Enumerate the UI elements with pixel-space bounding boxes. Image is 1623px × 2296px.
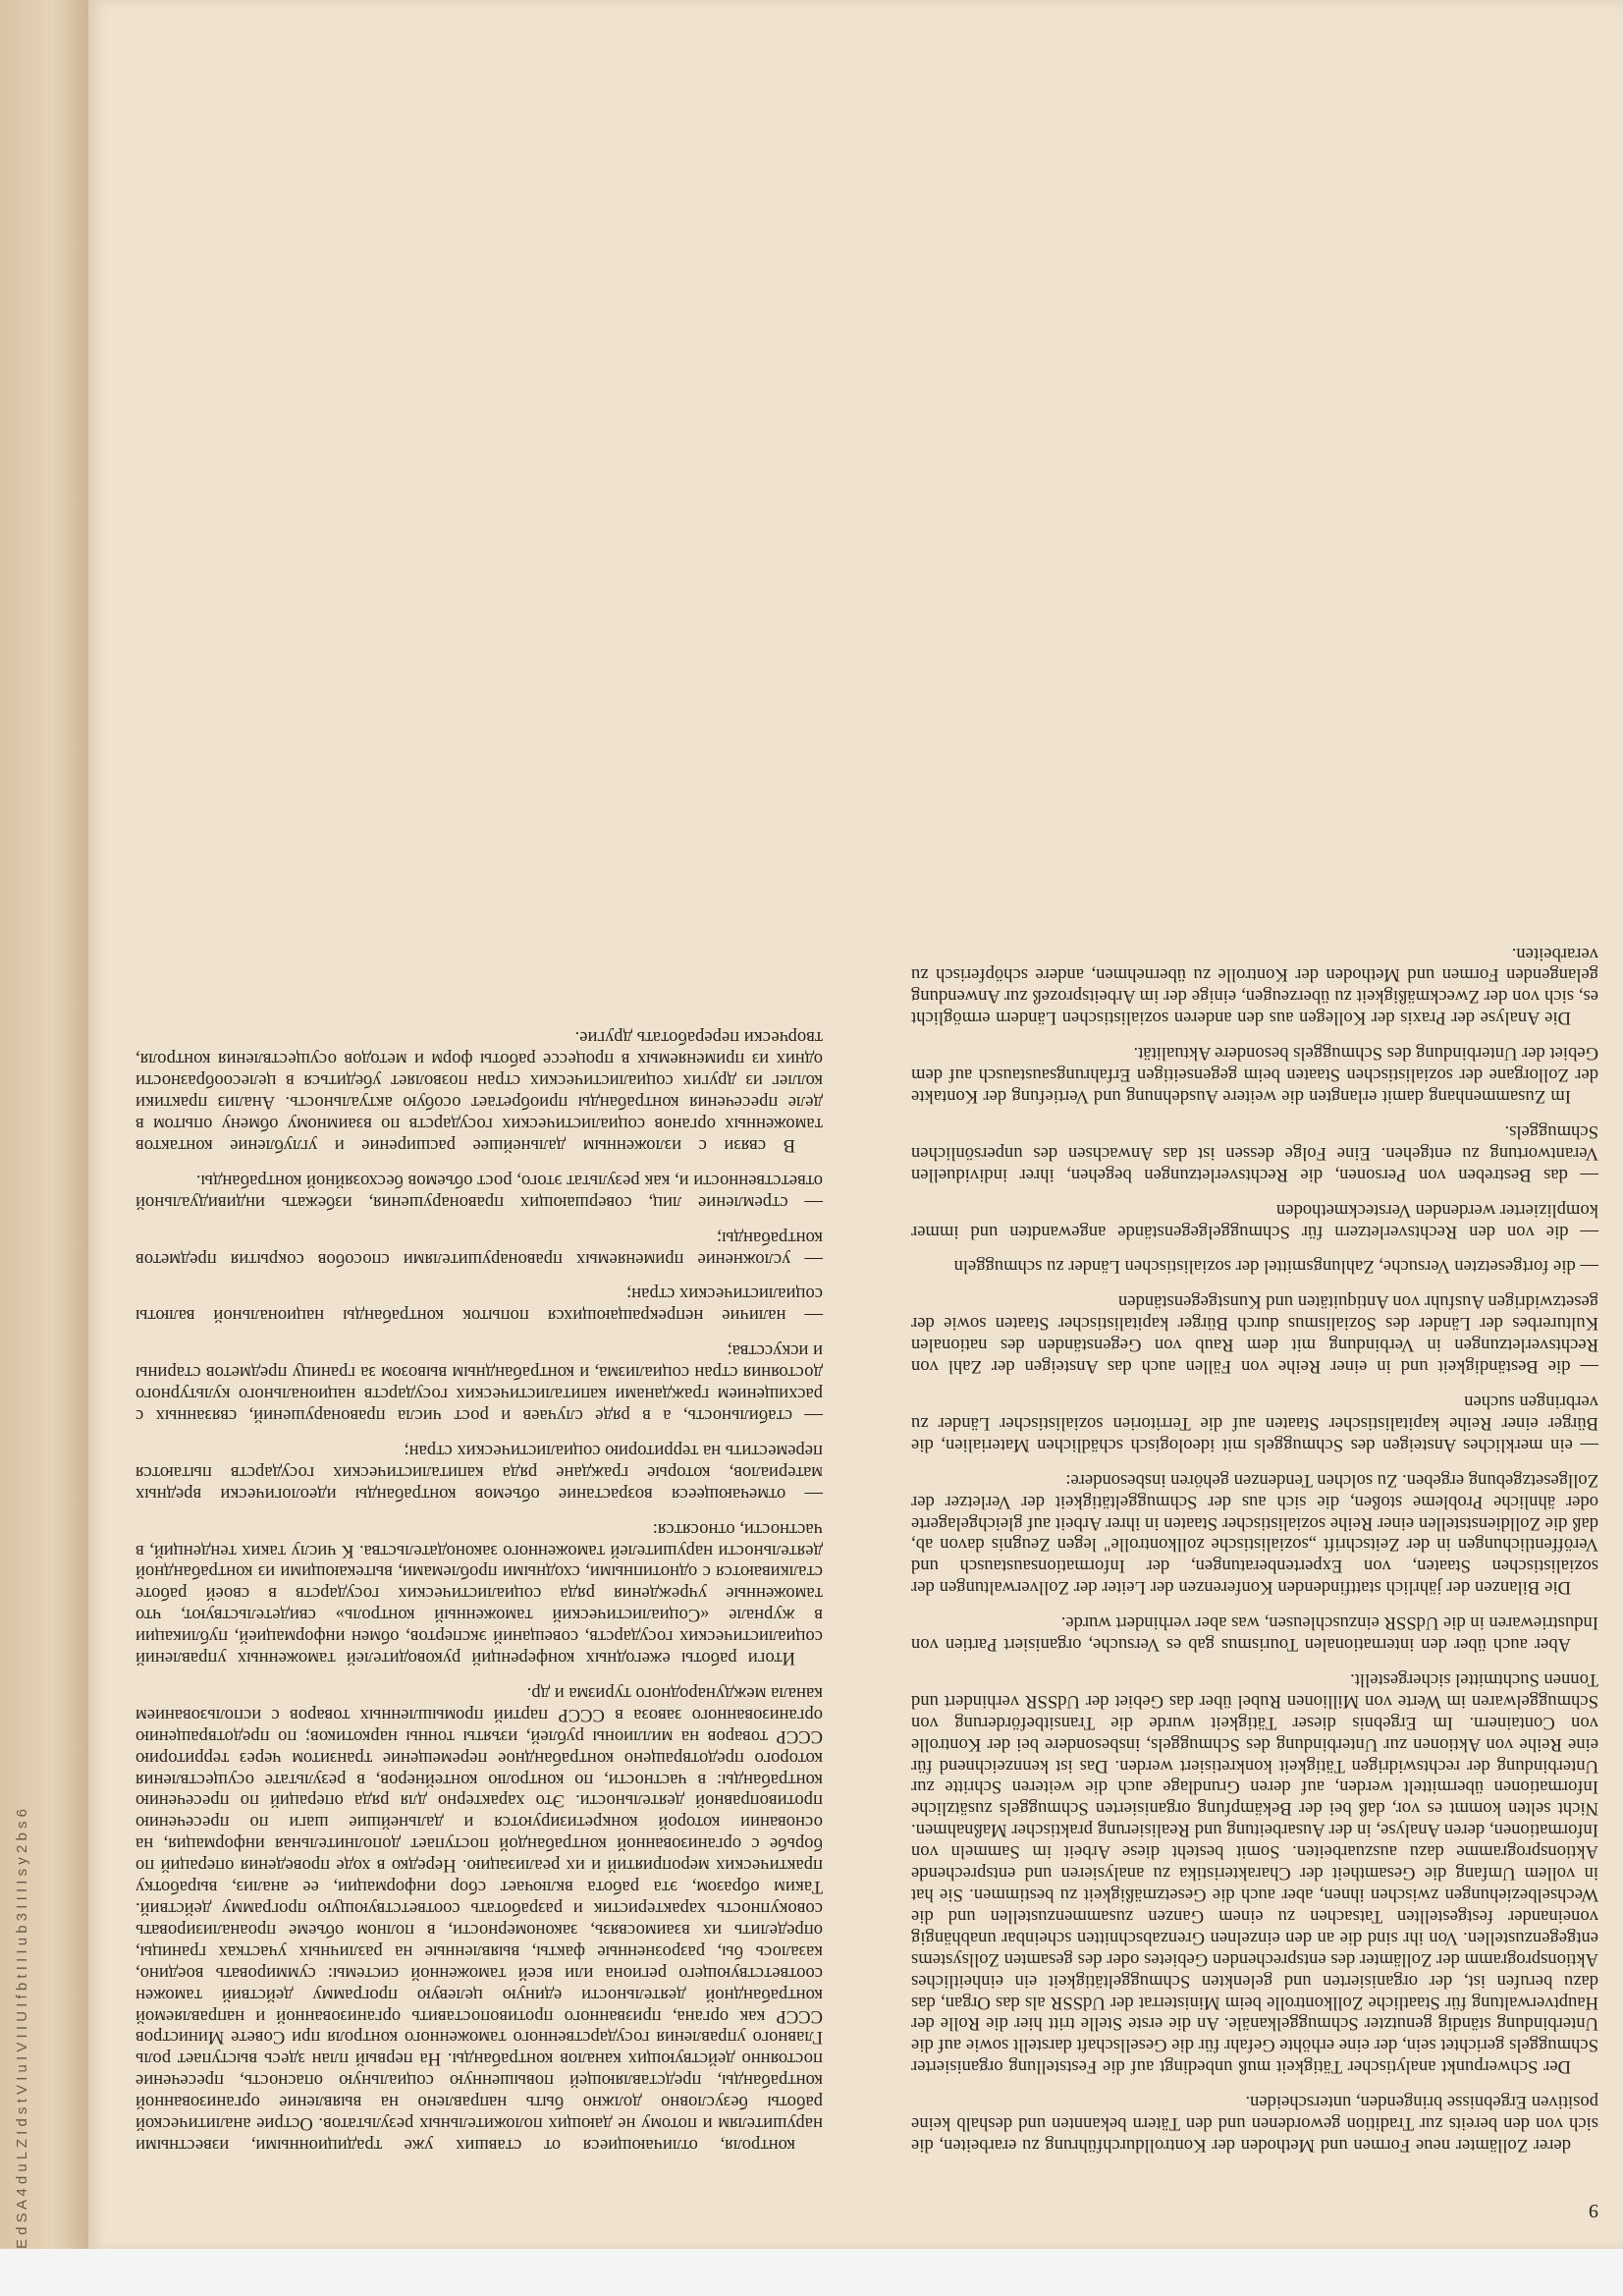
page-number: 9 bbox=[1589, 2200, 1598, 2221]
adjacent-page-edge bbox=[0, 0, 88, 2249]
german-paragraph: Die Analyse der Praxis der Kollegen aus den anderen sozialistischen Ländern ermöglicht es, sich von der Zweckmäßigkeit zu überzeugen, einige der im Arbeitsprozeß zur Anwendung gelangenden Formen und Methoden der Kontrolle zu übernehmen, andere schöpferisch zu verarbeiten. bbox=[911, 943, 1598, 1029]
german-paragraph: Die Bilanzen der jährlich stattfindenden Konferenzen der Leiter der Zollverwaltungen der sozialistischen Staaten, von Expertenberatungen, der Informationsaustausch und Veröffentlichungen in der Zeitschrift „sozialistische zollkontrolle" legen Zeugnis davon ab, daß die Zolldienststellen einer Reihe sozialistischer Staaten in ihrer Arbeit auf gleichgelagerte oder ähnliche Probleme stoßen, die sich aus der Schmuggeltätigkeit der Verletzer der Zollgesetzgebung ergeben. Zu solchen Tendenzen gehören insbesondere: bbox=[911, 1469, 1598, 1599]
german-paragraph: — das Bestreben von Personen, die Rechtsverletzungen begehen, ihrer individuellen Verantwortung zu entgehen. Eine Folge dessen ist das Anwachsen des unpersönlichen Schmuggels. bbox=[911, 1121, 1598, 1185]
german-paragraph: — die von den Rechtsverletzern für Schmuggelgegenstände angewandten und immer komplizierter werdenden Versteckmethoden bbox=[911, 1199, 1598, 1242]
russian-paragraph: — усложнение применяемых правонарушителями способов сокрытия предметов контрабанды; bbox=[135, 1227, 823, 1270]
adjacent-page-text-fragment: E d S A 4 d u L Z I d s t V I u I V I I U I f b t I I I u b 3 I I I I s y 2 b s 6 bbox=[14, 1809, 30, 2249]
russian-paragraph: — стабильность, а в ряде случаев и рост числа правонарушений, связанных с расхищением гражданами капиталистических государств национального культурного достояния стран социализма, и контрабандным вывозом за границу предметов старины и искусства; bbox=[135, 1340, 823, 1426]
rotated-page-content bbox=[88, 0, 1623, 2249]
russian-text-column bbox=[135, 1013, 823, 2157]
scan-margin-bottom bbox=[0, 2249, 1623, 2296]
german-paragraph: derer Zollämter neue Formen und Methoden der Kontrolldurchführung zu erarbeiten, die sich von den bereits zur Tradition gewordenen und den Tätern bekannten und deshalb keine positiven Ergebnisse bringenden, unterscheiden. bbox=[911, 2092, 1598, 2156]
german-paragraph: Aber auch über den internationalen Tourismus gab es Versuche, organisiert Partien von Industriewaren in die UdSSR einzuschleusen, was aber verhindert wurde. bbox=[911, 1613, 1598, 1656]
russian-paragraph: — наличие непрекращающихся попыток контрабанды национальной валюты социалистических стран; bbox=[135, 1284, 823, 1327]
german-paragraph: Im Zusammenhang damit erlangten die weitere Ausdehnung und Vertiefung der Kontakte der Zollorgane der sozialistischen Staaten beim gegenseitigen Erfahrungsaustausch auf dem Gebiet der Unterbindung des Schmuggels besondere Aktualität. bbox=[911, 1043, 1598, 1108]
russian-paragraph: — отмечающееся возрастание объемов контрабанды идеологически вредных материалов, которые граждане ряда капиталистических государств пытаются переместить на территорию социалистических стран; bbox=[135, 1440, 823, 1504]
german-text-column bbox=[911, 929, 1598, 2156]
russian-paragraph: — стремление лиц, совершающих правонарушения, избежать индивидуальной ответственности и, как результат этого, рост объемов бесхозяйной контрабанды. bbox=[135, 1170, 823, 1213]
german-paragraph: — die fortgesetzten Versuche, Zahlungsmittel der sozialistischen Länder zu schmuggeln bbox=[953, 1256, 1598, 1278]
russian-paragraph: контроля, отличающиеся от ставших уже традиционными, известными нарушителям и потому не дающих положительных результатов. Острие аналитической работы безусловно должно быть направлено на выявление организованной контрабанды, представляющей повышенную социальную опасность, пресечение постоянно действующих каналов контрабанды. На первый план здесь выступает роль Главного управления государственного таможенного контроля при Совете Министров СССР как органа, призванного противопоставить организованной и направляемой контрабандной деятельности единую целевую программу действий таможен соответствующего региона или всей таможенной системы: суммировать воедино, казалось бы, разрозненные факты, выявленные на различных участках границы, определить их взаимосвязь, закономерности, в полном объеме проанализировать совокупность характеристик и разработать соответствующую программу действий. Таким образом, эта работа включает сбор информации, ее анализ, выработку практических мероприятий и их реализацию. Нередко в ходе проведения операций по борьбе с организованной контрабандой поступает дополнительная информация, на основании которой конкретизируются и дальнейшие шаги по пресечению противоправной деятельности. Это характерно для ряда операций по пресечению контрабанды: в частности, по контролю контейнеров, в результате осуществления которого предотвращено контрабандное перемещение транзитом через территорию СССР товаров на миллионы рублей, изъяты тонны наркотиков; по предотвращению организованного завоза в СССР партий промышленных товаров с использованием канала международного туризма и др. bbox=[135, 1682, 823, 2156]
german-paragraph: — ein merkliches Ansteigen des Schmuggels mit ideologisch schädlichen Materialien, die Bürger einer Reihe kapitalistischer Staaten auf die Territorien sozialistischer Länder zu verbringen suchen bbox=[911, 1392, 1598, 1455]
russian-paragraph: Итоги работы ежегодных конференций руководителей таможенных управлений социалистических государств, совещаний экспертов, обмен информацией, публикации в журнале «Социалистический таможенный контроль» свидетельствуют, что таможенные учреждения ряда социалистических государств в своей работе сталкиваются с однотипными, сходными проблемами, вытекающими из контрабандной деятельности нарушителей таможенного законодательства. К числу таких тенденций, в частности, относятся: bbox=[135, 1518, 823, 1669]
german-paragraph: Der Schwerpunkt analytischer Tätigkeit muß unbedingt auf die Feststellung organisierter Schmuggels gerichtet sein, der eine erhöhte Gefahr für die Gesellschaft darstellt sowie auf die Unterbindung ständig genutzter Schmuggelkanäle. An die erste Stelle tritt hier die Rolle der Hauptverwaltung für Staatliche Zollkontrolle beim Ministerrat der UdSSR als das Organ, das dazu berufen ist, der organisierten und gelenkten Schmuggeltätigkeit ein einheitliches Aktionsprogramm der Zollämter des entsprechenden Gebietes oder des gesamten Zollsystems entgegenzustellen. Von ihr sind die an den einzelnen Grenzabschnitten scheinbar unabhängig voneinander festgestellten Tatsachen zu einem Ganzen zusammenzustellen und die Wechselbeziehungen zwischen ihnen, aber auch die Gesetzmäßigkeit zu bestimmen. Sie hat in vollem Umfang die Gesamtheit der Charakteristika zu analysieren und entsprechende Aktionsprogramme dazu auszuarbeiten. Somit besteht diese Arbeit im Sammeln von Informationen, deren Analyse, in der Ausarbeitung und Realisierung praktischer Maßnahmen. Nicht selten kommt es vor, daß bei der Bekämpfung organisierten Schmuggels zusätzliche Informationen übermittelt werden, auf deren Grundlage auch die weiteren Schritte zur Unterbindung der rechtswidrigen Tätigkeit konkretisiert werden. Das ist kennzeichnend für eine Reihe von Aktionen zur Unterbindung des Schmuggels, insbesondere bei der Kontrolle von Containern. Im Ergebnis dieser Tätigkeit wurde die Transitbeförderung von Schmuggelwaren im Werte von Millionen Rubel über das Gebiet der UdSSR verhindert und Tonnen Suchtmittel sichergestellt. bbox=[911, 1668, 1598, 2078]
german-paragraph: — die Beständigkeit und in einer Reihe von Fällen auch das Ansteigen der Zahl von Rechtsverletzungen in Verbindung mit dem Raub von Gegenständen des nationalen Kulturerbes der Länder des Sozialismus durch Bürger kapitalistischer Staaten sowie der gesetzwidrigen Ausfuhr von Antiquitäten und Kunstgegenständen bbox=[911, 1291, 1598, 1378]
russian-paragraph: В связи с изложенным дальнейшее расширение и углубление контактов таможенных органов социалистических государств по взаимному обмену опытом в деле пресечения контрабанды приобретает особую актуальность. Анализ практики коллег из других социалистических стран позволяет убедиться в целесообразности одних из применяемых в процессе работы форм и методов осуществления контроля, творчески переработать другие. bbox=[135, 1027, 823, 1156]
